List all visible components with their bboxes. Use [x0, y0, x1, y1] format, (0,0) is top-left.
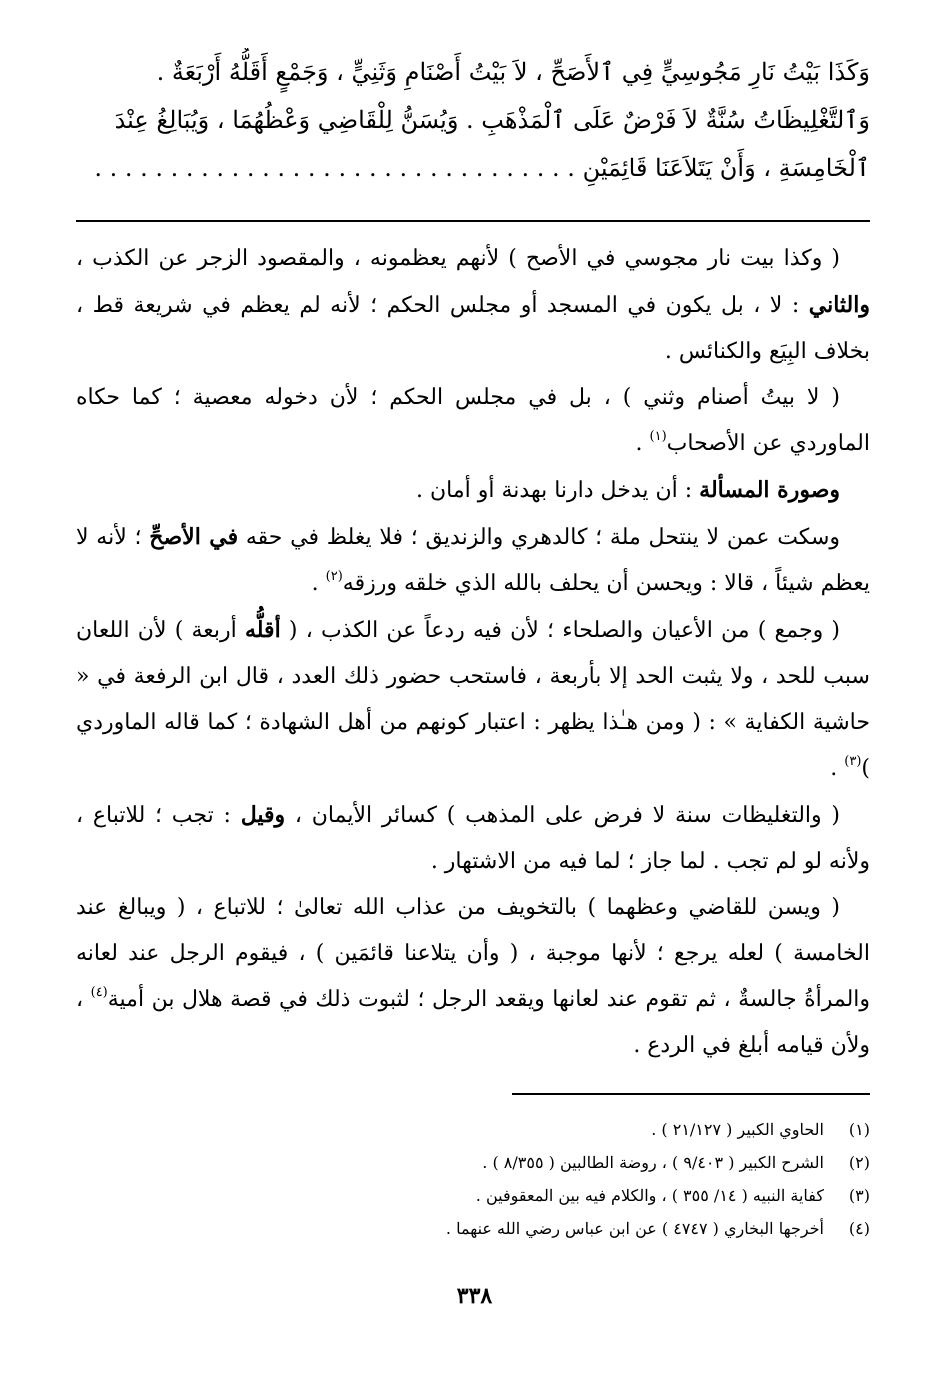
footnote-ref[interactable]: (٢) [325, 569, 343, 584]
matn-line: وَٱلتَّغْلِيظَاتُ سُنَّةٌ لاَ فَرْضٌ عَلَى ٱلْمَذْهَبِ . وَيُسَنُّ لِلْقَاضِي وَعْظُهُمَا ، وَيُبَالِغُ عِنْدَ [114, 106, 870, 134]
commentary-paragraph: ( وجمع ) من الأعيان والصلحاء ؛ لأن فيه ردعاً عن الكذب ، ( أقلُّه أربعة ) لأن اللعان سبب للحد ، ولا يثبت الحد إلا بأربعة ، فاستحب حضور ذلك العدد ، قال ابن الرفعة في « حاشية الكفاية » : ( ومن هـٰذا يظهر : اعتبار كونهم من أهل الشهادة ؛ كما قاله الماوردي )$^{(٣)}$ . [76, 617, 870, 781]
footnote-number: (٤) [848, 1219, 870, 1238]
footnote-text: أخرجها البخاري ( ٤٧٤٧ ) عن ابن عباس رضي الله عنهما . [445, 1219, 824, 1238]
footnote-item [76, 1146, 870, 1179]
footnote-number: (١) [848, 1120, 870, 1139]
footnote-number: (٢) [848, 1153, 870, 1172]
footnote-ref[interactable]: (٤) [90, 985, 108, 1000]
footnotes-block [76, 1113, 870, 1245]
commentary-paragraph: ( لا بيتُ أصنام وثني ) ، بل في مجلس الحكم ؛ لأن دخوله معصية ؛ كما حكاه الماوردي عن الأصحاب$^{(١)}$ . [76, 385, 870, 456]
footnote-text: كفاية النبيه ( ١٤/ ٣٥٥ ) ، والكلام فيه بين المعقوفين . [475, 1186, 824, 1205]
matn-block [76, 48, 870, 192]
footnote-ref[interactable]: (٣) [844, 754, 862, 769]
footnote-item [76, 1113, 870, 1146]
commentary-paragraph: ( وكذا بيت نار مجوسي في الأصح ) لأنهم يعظمونه ، والمقصود الزجر عن الكذب ، والثاني : لا ، بل يكون في المسجد أو مجلس الحكم ؛ لأنه لم يعظم في شريعة قط ، بخلاف البِيَع والكنائس . [76, 246, 870, 364]
matn-text [76, 48, 870, 192]
commentary-block [76, 236, 870, 1069]
footnote-number: (٣) [848, 1186, 870, 1205]
matn-line: وَكَذَا بَيْتُ نَارِ مَجُوسِيٍّ فِي ٱلأَصَحِّ ، لاَ بَيْتُ أَصْنَامِ وَثَنِيٍّ ، وَجَمْعٍ أَقَلُّهُ أَرْبَعَةٌ . [156, 58, 870, 86]
footnote-item [76, 1179, 870, 1212]
page-number: ٣٣٨ [456, 1283, 493, 1309]
footnote-text: الحاوي الكبير ( ٢١/١٢٧ ) . [651, 1120, 824, 1139]
footnote-separator-rule [512, 1093, 870, 1095]
matn-line: ٱلْخَامِسَةِ ، وَأَنْ يَتَلاَعَنَا قَائِمَيْنِ . . . . . . . . . . . . . . . . . . . . . . . . . . . . . . . . [94, 154, 870, 182]
footnote-ref[interactable]: (١) [649, 429, 667, 444]
commentary-paragraph: وصورة المسألة : أن يدخل دارنا بهدنة أو أمان . [416, 477, 840, 503]
matn-separator-rule [76, 220, 870, 222]
footnote-item [76, 1212, 870, 1245]
commentary-paragraph: وسكت عمن لا ينتحل ملة ؛ كالدهري والزنديق ؛ فلا يغلظ في حقه في الأصحِّ ؛ لأنه لا يعظم شيئاً ، قالا : ويحسن أن يحلف بالله الذي خلقه ورزقه$^{(٢)}$ . [76, 524, 870, 596]
commentary-paragraph: ( والتغليظات سنة لا فرض على المذهب ) كسائر الأيمان ، وقيل : تجب ؛ للاتباع ، ولأنه لو لم تجب . لما جاز ؛ لما فيه من الاشتهار . [76, 802, 870, 874]
commentary-paragraph: ( ويسن للقاضي وعظهما ) بالتخويف من عذاب الله تعالىٰ ؛ للاتباع ، ( ويبالغ عند الخامسة ) لعله يرجع ؛ لأنها موجبة ، ( وأن يتلاعنا قائمَين ) ، فيقوم الرجل عند لعانه والمرأةُ جالسةٌ ، ثم تقوم عند لعانها ويقعد الرجل ؛ لثبوت ذلك في قصة هلال بن أمية$^{(٤)}$ ، ولأن قيامه أبلغ في الردع . [76, 895, 871, 1058]
footnote-text: الشرح الكبير ( ٩/٤٠٣ ) ، روضة الطالبين ( ٨/٣٥٥ ) . [482, 1153, 824, 1172]
